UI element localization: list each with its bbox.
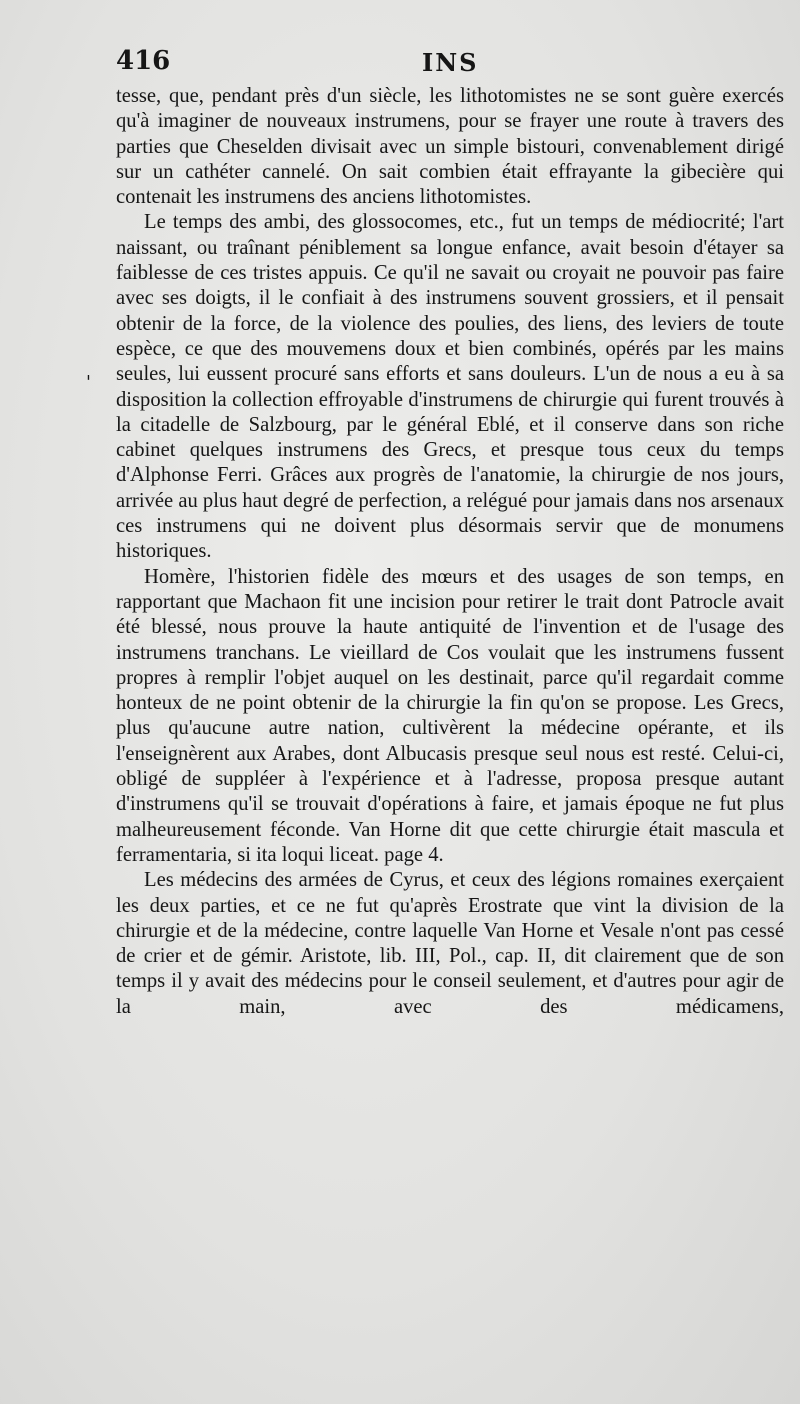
page-header	[116, 46, 756, 80]
paragraph-3: Homère, l'historien fidèle des mœurs et des usages de son temps, en rapportant que Machaon fit une incision pour retirer le trait dont Patrocle avait été blessé, nous prouve la haute antiquité de l'invention et de l'usage des instrumens tranchans. Le vieillard de Cos voulait que les instrumens fussent propres à remplir l'objet auquel on les destinait, parce qu'il regardait comme honteux de ne point obtenir de la chirurgie la fin qu'on se propose. Les Grecs, plus qu'aucune autre nation, cultivèrent la médecine opérante, et ils l'enseignèrent aux Arabes, dont Albucasis presque seul nous est resté. Celui-ci, obligé de suppléer à l'expérience et à l'adresse, proposa presque autant d'instrumens qu'il se trouvait d'opérations à faire, et jamais époque ne fut plus malheureusement féconde. Van Horne dit que cette chirurgie était mascula et ferramentaria, si ita loqui liceat. page 4.	[116, 565, 784, 866]
margin-mark: '	[86, 372, 91, 393]
paragraph-4: Les médecins des armées de Cyrus, et ceux des légions romaines exerçaient les deux parties, et ce ne fut qu'après Erostrate que vint la division de la chirurgie et de la médecine, contre laquelle Van Horne et Vesale n'ont pas cessé de crier et de gémir. Aristote, lib. III, Pol., cap. II, dit clairement que de son temps il y avait des médecins pour le conseil seulement, et d'autres pour agir de la main, avec des médicamens,	[116, 869, 784, 1018]
running-head: INS	[422, 48, 479, 77]
page-number: 416	[116, 46, 171, 76]
paragraph-1: tesse, que, pendant près d'un siècle, les lithotomistes ne se sont guère exercés qu'à imaginer de nouveaux instrumens, pour se frayer une route à travers des parties que Cheselden divisait avec un simple bistouri, convenablement dirigé sur un cathéter cannelé. On sait combien était effrayante la gibecière qui contenait les instrumens des anciens lithotomistes.	[116, 85, 784, 209]
body-text	[116, 84, 784, 1020]
paragraph-2: Le temps des ambi, des glossocomes, etc., fut un temps de médiocrité; l'art naissant, ou traînant péniblement sa longue enfance, avait besoin d'étayer sa faiblesse de ces tristes appuis. Ce qu'il ne savait ou croyait ne pouvoir pas faire avec ses doigts, il le confiait à des instrumens souvent grossiers, et il pensait obtenir de la force, de la violence des poulies, des liens, des leviers de toute espèce, ce que des mouvemens doux et bien combinés, opérés par les mains seules, lui eussent procuré sans efforts et sans douleurs. L'un de nous a eu à sa disposition la collection effroyable d'instrumens de chirurgie qui furent trouvés à la citadelle de Salzbourg, par le général Eblé, et il conserve dans son riche cabinet quelques instrumens des Grecs, et presque tous ceux du temps d'Alphonse Ferri. Grâces aux progrès de l'anatomie, la chirurgie de nos jours, arrivée au plus haut degré de perfection, a relégué pour jamais dans nos arsenaux ces instrumens qui ne doivent plus désormais servir que de monumens historiques.	[116, 211, 784, 563]
